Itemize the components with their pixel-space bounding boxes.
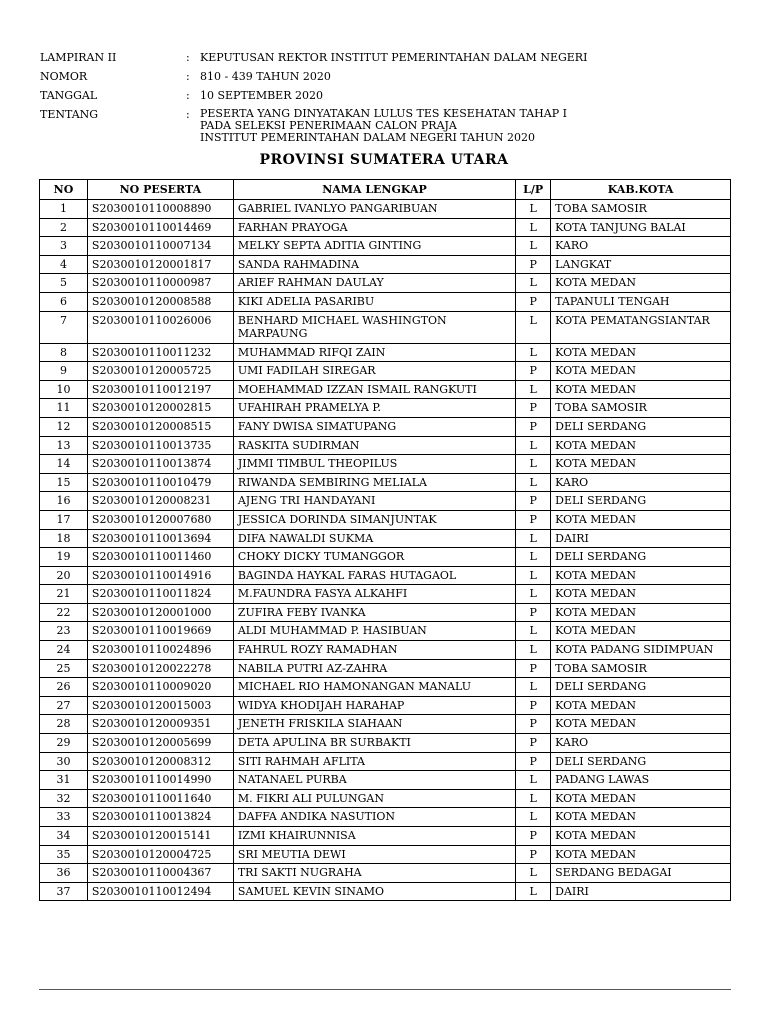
cell-kab-kota: TOBA SAMOSIR bbox=[551, 399, 731, 418]
cell-nama-lengkap: JESSICA DORINDA SIMANJUNTAK bbox=[233, 510, 515, 529]
cell-no-peserta: S2030010110014990 bbox=[87, 771, 233, 790]
tentang-line: PADA SELEKSI PENERIMAAN CALON PRAJA bbox=[200, 119, 457, 132]
table-row bbox=[40, 218, 731, 237]
meta-key: NOMOR bbox=[40, 70, 88, 83]
meta-separator: : bbox=[186, 70, 190, 83]
cell-kab-kota: KOTA MEDAN bbox=[551, 566, 731, 585]
table-row bbox=[40, 399, 731, 418]
cell-no: 21 bbox=[40, 585, 88, 604]
cell-lp: L bbox=[516, 808, 551, 827]
table-row bbox=[40, 417, 731, 436]
table-row bbox=[40, 808, 731, 827]
cell-no: 32 bbox=[40, 789, 88, 808]
cell-nama-lengkap: BENHARD MICHAEL WASHINGTON MARPAUNG bbox=[233, 311, 515, 343]
cell-nama-lengkap: DIFA NAWALDI SUKMA bbox=[233, 529, 515, 548]
meta-key: TANGGAL bbox=[40, 89, 98, 102]
cell-no-peserta: S2030010120005725 bbox=[87, 362, 233, 381]
cell-nama-lengkap: JIMMI TIMBUL THEOPILUS bbox=[233, 455, 515, 474]
cell-no-peserta: S2030010110009020 bbox=[87, 678, 233, 697]
table-row bbox=[40, 362, 731, 381]
cell-no-peserta: S2030010110026006 bbox=[87, 311, 233, 343]
table-row bbox=[40, 864, 731, 883]
cell-no: 11 bbox=[40, 399, 88, 418]
cell-no: 5 bbox=[40, 274, 88, 293]
cell-nama-lengkap: SRI MEUTIA DEWI bbox=[233, 845, 515, 864]
cell-kab-kota: DELI SERDANG bbox=[551, 417, 731, 436]
cell-kab-kota: DELI SERDANG bbox=[551, 752, 731, 771]
cell-no: 26 bbox=[40, 678, 88, 697]
cell-nama-lengkap: AJENG TRI HANDAYANI bbox=[233, 492, 515, 511]
cell-no-peserta: S2030010120015003 bbox=[87, 696, 233, 715]
column-header-lp: L/P bbox=[516, 180, 551, 200]
cell-lp: P bbox=[516, 255, 551, 274]
cell-no: 19 bbox=[40, 548, 88, 567]
footer-divider bbox=[39, 989, 731, 990]
table-row bbox=[40, 882, 731, 901]
meta-tentang bbox=[40, 108, 587, 144]
column-header-no-peserta: NO PESERTA bbox=[87, 180, 233, 200]
cell-no-peserta: S2030010110013694 bbox=[87, 529, 233, 548]
cell-no-peserta: S2030010110011460 bbox=[87, 548, 233, 567]
cell-no-peserta: S2030010110011824 bbox=[87, 585, 233, 604]
cell-kab-kota: PADANG LAWAS bbox=[551, 771, 731, 790]
cell-no-peserta: S2030010110008890 bbox=[87, 200, 233, 219]
meta-key: LAMPIRAN II bbox=[40, 51, 117, 64]
cell-no-peserta: S2030010120004725 bbox=[87, 845, 233, 864]
cell-no: 6 bbox=[40, 292, 88, 311]
cell-lp: L bbox=[516, 380, 551, 399]
cell-kab-kota: KOTA MEDAN bbox=[551, 343, 731, 362]
cell-kab-kota: KOTA MEDAN bbox=[551, 274, 731, 293]
cell-lp: L bbox=[516, 311, 551, 343]
meta-nomor bbox=[40, 70, 587, 83]
cell-kab-kota: KOTA MEDAN bbox=[551, 603, 731, 622]
cell-nama-lengkap: MELKY SEPTA ADITIA GINTING bbox=[233, 237, 515, 256]
cell-no: 23 bbox=[40, 622, 88, 641]
cell-no-peserta: S2030010110019669 bbox=[87, 622, 233, 641]
table-row bbox=[40, 566, 731, 585]
cell-nama-lengkap: M. FIKRI ALI PULUNGAN bbox=[233, 789, 515, 808]
table-row bbox=[40, 678, 731, 697]
table-row bbox=[40, 200, 731, 219]
cell-no-peserta: S2030010120008312 bbox=[87, 752, 233, 771]
table-row bbox=[40, 715, 731, 734]
cell-nama-lengkap: WIDYA KHODIJAH HARAHAP bbox=[233, 696, 515, 715]
meta-separator: : bbox=[186, 108, 190, 121]
table-row bbox=[40, 789, 731, 808]
cell-no: 24 bbox=[40, 641, 88, 660]
cell-lp: L bbox=[516, 237, 551, 256]
cell-nama-lengkap: SAMUEL KEVIN SINAMO bbox=[233, 882, 515, 901]
cell-lp: P bbox=[516, 734, 551, 753]
cell-nama-lengkap: CHOKY DICKY TUMANGGOR bbox=[233, 548, 515, 567]
cell-kab-kota: KOTA MEDAN bbox=[551, 789, 731, 808]
cell-no-peserta: S2030010120008588 bbox=[87, 292, 233, 311]
cell-kab-kota: KOTA MEDAN bbox=[551, 808, 731, 827]
cell-kab-kota: KOTA TANJUNG BALAI bbox=[551, 218, 731, 237]
cell-no-peserta: S2030010110011232 bbox=[87, 343, 233, 362]
cell-kab-kota: KARO bbox=[551, 237, 731, 256]
cell-no-peserta: S2030010110012197 bbox=[87, 380, 233, 399]
table-row bbox=[40, 311, 731, 343]
cell-nama-lengkap: MOEHAMMAD IZZAN ISMAIL RANGKUTI bbox=[233, 380, 515, 399]
cell-nama-lengkap: UMI FADILAH SIREGAR bbox=[233, 362, 515, 381]
cell-no-peserta: S2030010110010479 bbox=[87, 473, 233, 492]
cell-nama-lengkap: RIWANDA SEMBIRING MELIALA bbox=[233, 473, 515, 492]
cell-no: 30 bbox=[40, 752, 88, 771]
table-row bbox=[40, 696, 731, 715]
cell-lp: P bbox=[516, 827, 551, 846]
cell-kab-kota: TOBA SAMOSIR bbox=[551, 200, 731, 219]
cell-nama-lengkap: MUHAMMAD RIFQI ZAIN bbox=[233, 343, 515, 362]
cell-kab-kota: KOTA PEMATANGSIANTAR bbox=[551, 311, 731, 343]
cell-no: 34 bbox=[40, 827, 88, 846]
table-row bbox=[40, 752, 731, 771]
meta-value: 810 - 439 TAHUN 2020 bbox=[200, 70, 331, 83]
cell-nama-lengkap: UFAHIRAH PRAMELYA P. bbox=[233, 399, 515, 418]
cell-lp: P bbox=[516, 603, 551, 622]
cell-no-peserta: S2030010110000987 bbox=[87, 274, 233, 293]
cell-no: 10 bbox=[40, 380, 88, 399]
cell-lp: P bbox=[516, 292, 551, 311]
cell-lp: P bbox=[516, 417, 551, 436]
cell-kab-kota: KARO bbox=[551, 734, 731, 753]
cell-no-peserta: S2030010110014916 bbox=[87, 566, 233, 585]
tentang-line: INSTITUT PEMERINTAHAN DALAM NEGERI TAHUN 2020 bbox=[200, 131, 535, 144]
cell-nama-lengkap: GABRIEL IVANLYO PANGARIBUAN bbox=[233, 200, 515, 219]
meta-value: 10 SEPTEMBER 2020 bbox=[200, 89, 323, 102]
cell-nama-lengkap: TRI SAKTI NUGRAHA bbox=[233, 864, 515, 883]
cell-kab-kota: KOTA MEDAN bbox=[551, 362, 731, 381]
cell-kab-kota: KOTA MEDAN bbox=[551, 696, 731, 715]
cell-lp: P bbox=[516, 362, 551, 381]
table-header-row bbox=[40, 180, 731, 200]
table-row bbox=[40, 529, 731, 548]
cell-lp: L bbox=[516, 864, 551, 883]
cell-lp: L bbox=[516, 566, 551, 585]
column-header-kab-kota: KAB.KOTA bbox=[551, 180, 731, 200]
cell-no-peserta: S2030010110007134 bbox=[87, 237, 233, 256]
cell-nama-lengkap: JENETH FRISKILA SIAHAAN bbox=[233, 715, 515, 734]
cell-nama-lengkap: IZMI KHAIRUNNISA bbox=[233, 827, 515, 846]
cell-no: 33 bbox=[40, 808, 88, 827]
cell-no: 31 bbox=[40, 771, 88, 790]
cell-kab-kota: KOTA MEDAN bbox=[551, 510, 731, 529]
cell-no: 29 bbox=[40, 734, 88, 753]
cell-no: 37 bbox=[40, 882, 88, 901]
cell-lp: L bbox=[516, 678, 551, 697]
cell-kab-kota: DAIRI bbox=[551, 882, 731, 901]
table-row bbox=[40, 734, 731, 753]
meta-value: KEPUTUSAN REKTOR INSTITUT PEMERINTAHAN DALAM NEGERI bbox=[200, 51, 588, 64]
table-row bbox=[40, 255, 731, 274]
cell-kab-kota: DELI SERDANG bbox=[551, 678, 731, 697]
cell-nama-lengkap: M.FAUNDRA FASYA ALKAHFI bbox=[233, 585, 515, 604]
table-row bbox=[40, 436, 731, 455]
cell-nama-lengkap: DETA APULINA BR SURBAKTI bbox=[233, 734, 515, 753]
cell-lp: L bbox=[516, 882, 551, 901]
cell-lp: L bbox=[516, 274, 551, 293]
cell-kab-kota: SERDANG BEDAGAI bbox=[551, 864, 731, 883]
meta-key: TENTANG bbox=[40, 108, 99, 121]
table-row bbox=[40, 455, 731, 474]
page-title: PROVINSI SUMATERA UTARA bbox=[259, 152, 509, 168]
document-header bbox=[40, 51, 587, 144]
cell-no-peserta: S2030010110012494 bbox=[87, 882, 233, 901]
table-row bbox=[40, 585, 731, 604]
cell-no-peserta: S2030010110024896 bbox=[87, 641, 233, 660]
cell-nama-lengkap: FAHRUL ROZY RAMADHAN bbox=[233, 641, 515, 660]
cell-lp: L bbox=[516, 436, 551, 455]
cell-lp: L bbox=[516, 200, 551, 219]
cell-lp: L bbox=[516, 585, 551, 604]
cell-no-peserta: S2030010120005699 bbox=[87, 734, 233, 753]
cell-nama-lengkap: RASKITA SUDIRMAN bbox=[233, 436, 515, 455]
table-row bbox=[40, 771, 731, 790]
cell-lp: P bbox=[516, 845, 551, 864]
cell-no: 17 bbox=[40, 510, 88, 529]
cell-lp: P bbox=[516, 399, 551, 418]
table-row bbox=[40, 845, 731, 864]
cell-nama-lengkap: ARIEF RAHMAN DAULAY bbox=[233, 274, 515, 293]
meta-separator: : bbox=[186, 51, 190, 64]
table-row bbox=[40, 622, 731, 641]
table-row bbox=[40, 473, 731, 492]
cell-lp: L bbox=[516, 622, 551, 641]
cell-kab-kota: DAIRI bbox=[551, 529, 731, 548]
cell-lp: L bbox=[516, 789, 551, 808]
cell-lp: L bbox=[516, 771, 551, 790]
cell-nama-lengkap: SITI RAHMAH AFLITA bbox=[233, 752, 515, 771]
cell-no: 35 bbox=[40, 845, 88, 864]
cell-no: 36 bbox=[40, 864, 88, 883]
cell-nama-lengkap: KIKI ADELIA PASARIBU bbox=[233, 292, 515, 311]
cell-no-peserta: S2030010110013874 bbox=[87, 455, 233, 474]
cell-no: 18 bbox=[40, 529, 88, 548]
cell-lp: P bbox=[516, 752, 551, 771]
cell-kab-kota: KOTA MEDAN bbox=[551, 622, 731, 641]
table-body bbox=[40, 200, 731, 901]
column-header-no: NO bbox=[40, 180, 88, 200]
table-row bbox=[40, 659, 731, 678]
cell-lp: P bbox=[516, 715, 551, 734]
cell-no-peserta: S2030010120008231 bbox=[87, 492, 233, 511]
cell-no: 12 bbox=[40, 417, 88, 436]
cell-no: 13 bbox=[40, 436, 88, 455]
cell-no: 16 bbox=[40, 492, 88, 511]
cell-lp: P bbox=[516, 492, 551, 511]
cell-kab-kota: TOBA SAMOSIR bbox=[551, 659, 731, 678]
cell-nama-lengkap: MICHAEL RIO HAMONANGAN MANALU bbox=[233, 678, 515, 697]
cell-kab-kota: KOTA MEDAN bbox=[551, 455, 731, 474]
meta-separator: : bbox=[186, 89, 190, 102]
table-row bbox=[40, 603, 731, 622]
cell-no-peserta: S2030010120015141 bbox=[87, 827, 233, 846]
cell-lp: L bbox=[516, 473, 551, 492]
cell-no-peserta: S2030010120007680 bbox=[87, 510, 233, 529]
cell-no: 1 bbox=[40, 200, 88, 219]
table-row bbox=[40, 492, 731, 511]
cell-lp: P bbox=[516, 659, 551, 678]
cell-lp: P bbox=[516, 510, 551, 529]
cell-kab-kota: TAPANULI TENGAH bbox=[551, 292, 731, 311]
cell-nama-lengkap: BAGINDA HAYKAL FARAS HUTAGAOL bbox=[233, 566, 515, 585]
cell-no: 2 bbox=[40, 218, 88, 237]
cell-lp: L bbox=[516, 548, 551, 567]
table-row bbox=[40, 510, 731, 529]
cell-kab-kota: LANGKAT bbox=[551, 255, 731, 274]
cell-no: 8 bbox=[40, 343, 88, 362]
cell-nama-lengkap: ZUFIRA FEBY IVANKA bbox=[233, 603, 515, 622]
cell-no: 28 bbox=[40, 715, 88, 734]
tentang-line: PESERTA YANG DINYATAKAN LULUS TES KESEHATAN TAHAP I bbox=[200, 107, 567, 120]
table-row bbox=[40, 380, 731, 399]
cell-nama-lengkap: SANDA RAHMADINA bbox=[233, 255, 515, 274]
cell-no-peserta: S2030010120008515 bbox=[87, 417, 233, 436]
cell-no-peserta: S2030010110011640 bbox=[87, 789, 233, 808]
cell-no: 22 bbox=[40, 603, 88, 622]
cell-kab-kota: KOTA PADANG SIDIMPUAN bbox=[551, 641, 731, 660]
cell-no: 20 bbox=[40, 566, 88, 585]
cell-lp: L bbox=[516, 529, 551, 548]
cell-kab-kota: DELI SERDANG bbox=[551, 492, 731, 511]
table-row bbox=[40, 237, 731, 256]
table-row bbox=[40, 548, 731, 567]
cell-no-peserta: S2030010110013735 bbox=[87, 436, 233, 455]
cell-no-peserta: S2030010120002815 bbox=[87, 399, 233, 418]
table-row bbox=[40, 827, 731, 846]
cell-no-peserta: S2030010110004367 bbox=[87, 864, 233, 883]
cell-lp: L bbox=[516, 455, 551, 474]
cell-kab-kota: DELI SERDANG bbox=[551, 548, 731, 567]
cell-no-peserta: S2030010120001817 bbox=[87, 255, 233, 274]
cell-no: 9 bbox=[40, 362, 88, 381]
cell-no: 27 bbox=[40, 696, 88, 715]
cell-lp: L bbox=[516, 641, 551, 660]
cell-lp: L bbox=[516, 343, 551, 362]
cell-kab-kota: KOTA MEDAN bbox=[551, 845, 731, 864]
cell-lp: L bbox=[516, 218, 551, 237]
cell-nama-lengkap: NABILA PUTRI AZ-ZAHRA bbox=[233, 659, 515, 678]
cell-kab-kota: KOTA MEDAN bbox=[551, 715, 731, 734]
cell-no: 3 bbox=[40, 237, 88, 256]
cell-no: 15 bbox=[40, 473, 88, 492]
table-row bbox=[40, 343, 731, 362]
cell-no: 25 bbox=[40, 659, 88, 678]
table-row bbox=[40, 292, 731, 311]
table-row bbox=[40, 641, 731, 660]
cell-no-peserta: S2030010120009351 bbox=[87, 715, 233, 734]
cell-kab-kota: KOTA MEDAN bbox=[551, 436, 731, 455]
cell-no-peserta: S2030010110014469 bbox=[87, 218, 233, 237]
cell-nama-lengkap: FARHAN PRAYOGA bbox=[233, 218, 515, 237]
cell-no-peserta: S2030010110013824 bbox=[87, 808, 233, 827]
participant-table bbox=[39, 179, 731, 901]
meta-value bbox=[200, 108, 567, 144]
cell-kab-kota: KOTA MEDAN bbox=[551, 380, 731, 399]
cell-nama-lengkap: NATANAEL PURBA bbox=[233, 771, 515, 790]
cell-lp: P bbox=[516, 696, 551, 715]
cell-nama-lengkap: DAFFA ANDIKA NASUTION bbox=[233, 808, 515, 827]
cell-no: 14 bbox=[40, 455, 88, 474]
cell-kab-kota: KARO bbox=[551, 473, 731, 492]
cell-no-peserta: S2030010120001000 bbox=[87, 603, 233, 622]
cell-kab-kota: KOTA MEDAN bbox=[551, 585, 731, 604]
cell-no: 4 bbox=[40, 255, 88, 274]
table-row bbox=[40, 274, 731, 293]
meta-tanggal bbox=[40, 89, 587, 102]
meta-lampiran bbox=[40, 51, 587, 64]
column-header-nama-lengkap: NAMA LENGKAP bbox=[233, 180, 515, 200]
cell-no-peserta: S2030010120022278 bbox=[87, 659, 233, 678]
cell-nama-lengkap: FANY DWISA SIMATUPANG bbox=[233, 417, 515, 436]
cell-kab-kota: KOTA MEDAN bbox=[551, 827, 731, 846]
cell-nama-lengkap: ALDI MUHAMMAD P. HASIBUAN bbox=[233, 622, 515, 641]
cell-no: 7 bbox=[40, 311, 88, 343]
